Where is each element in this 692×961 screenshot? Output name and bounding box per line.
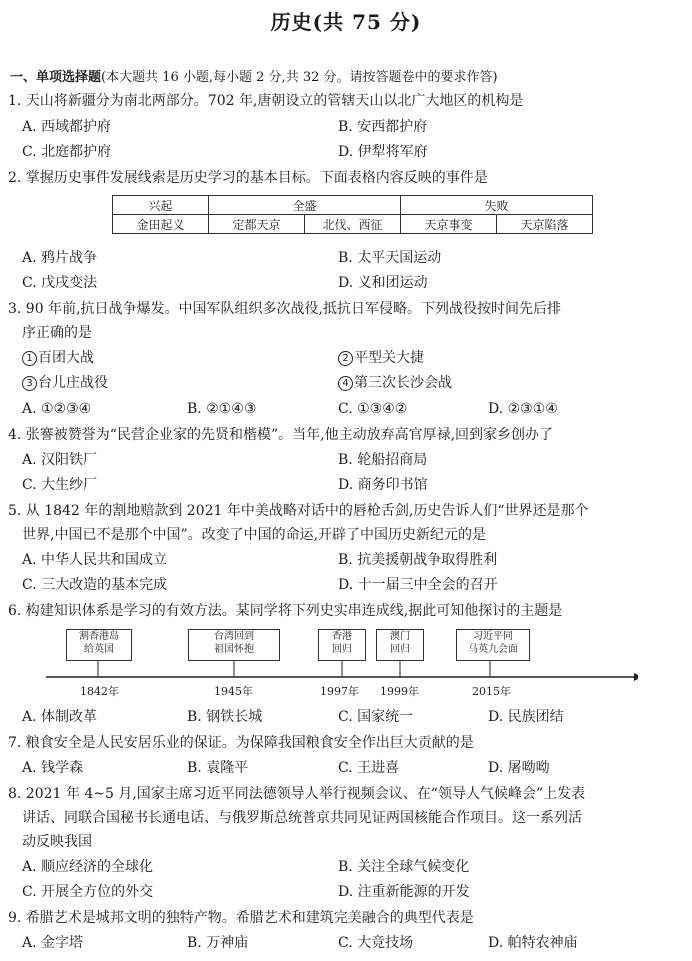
question-7-stem: 7. 粮食安全是人民安居乐业的保证。为保障我国粮食安全作出巨大贡献的是 bbox=[8, 735, 474, 751]
q8-option-b: B. 关注全球气候变化 bbox=[338, 859, 470, 875]
q3-item-3: 3 台儿庄战役 bbox=[22, 374, 108, 392]
question-8-stem: 8. 2021 年 4~5 月,国家主席习近平同法德领导人举行视频会议、在“领导人气候峰会”上发表 bbox=[8, 786, 586, 802]
timeline-year: 1999年 bbox=[380, 685, 419, 698]
q1-option-d: D. 伊犁将军府 bbox=[338, 144, 428, 160]
q2-option-c: C. 戊戌变法 bbox=[22, 275, 98, 291]
q3-option-a: A. ①②③④ bbox=[22, 401, 92, 417]
question-2-stem: 2. 掌握历史事件发展线索是历史学习的基本目标。下面表格内容反映的事件是 bbox=[8, 170, 488, 186]
q4-option-b: B. 轮船招商局 bbox=[338, 452, 428, 468]
q8-option-c: C. 开展全方位的外交 bbox=[22, 884, 154, 900]
q5-option-c: C. 三大改造的基本完成 bbox=[22, 577, 168, 593]
q3-item-4: 4 第三次长沙会战 bbox=[338, 374, 452, 392]
q6-option-d: D. 民族团结 bbox=[488, 709, 564, 725]
section-header bbox=[10, 66, 498, 85]
q7-option-c: C. 王进喜 bbox=[338, 760, 400, 776]
q2-table-header-peak: 全盛 bbox=[209, 196, 401, 215]
question-9-stem: 9. 希腊艺术是城邦文明的独特产物。希腊艺术和建筑完美融合的典型代表是 bbox=[8, 910, 474, 926]
q1-option-c: C. 北庭都护府 bbox=[22, 144, 112, 160]
q2-option-b: B. 太平天国运动 bbox=[338, 250, 442, 266]
q4-option-a: A. 汉阳铁厂 bbox=[22, 452, 98, 468]
timeline-event-box: 台湾回到 祖国怀抱 bbox=[188, 629, 280, 661]
timeline-event-box: 习近平同 马英九会面 bbox=[456, 629, 530, 661]
q3-option-d: D. ②③①④ bbox=[488, 401, 558, 417]
question-8-stem-cont: 动反映我国 bbox=[22, 834, 92, 850]
q6-option-c: C. 国家统一 bbox=[338, 709, 414, 725]
question-3-stem-cont: 序正确的是 bbox=[22, 325, 92, 341]
question-8-stem-cont: 讲话、同联合国秘书长通电话、与俄罗斯总统普京共同见证两国核能合作项目。这一系列活 bbox=[22, 810, 582, 826]
q5-option-d: D. 十一届三中全会的召开 bbox=[338, 577, 498, 593]
question-4-stem: 4. 张謇被赞誉为“民营企业家的先贤和楷模”。当年,他主动放弃高官厚禄,回到家乡创办了 bbox=[8, 427, 554, 443]
q4-option-c: C. 大生纱厂 bbox=[22, 477, 98, 493]
q1-option-b: B. 安西都护府 bbox=[338, 119, 428, 135]
q8-option-d: D. 注重新能源的开发 bbox=[338, 884, 470, 900]
q3-item-2: 2 平型关大捷 bbox=[338, 349, 424, 367]
q5-option-b: B. 抗美援朝战争取得胜利 bbox=[338, 552, 498, 568]
q2-table-cell: 北伐、西征 bbox=[305, 215, 401, 234]
timeline-year: 1842年 bbox=[80, 685, 119, 698]
q9-option-b: B. 万神庙 bbox=[187, 935, 249, 951]
q9-option-d: D. 帕特农神庙 bbox=[488, 935, 578, 951]
timeline-year: 1945年 bbox=[214, 685, 253, 698]
timeline-event-box: 割香港岛 给英国 bbox=[66, 629, 132, 661]
q9-option-c: C. 大竞技场 bbox=[338, 935, 414, 951]
question-3-stem: 3. 90 年前,抗日战争爆发。中国军队组织多次战役,抵抗日军侵略。下列战役按时间先后排 bbox=[8, 301, 561, 317]
timeline-event-box: 澳门 回归 bbox=[376, 629, 424, 661]
question-5-stem-cont: 世界,中国已不是那个中国”。改变了中国的命运,开辟了中国历史新纪元的是 bbox=[22, 527, 487, 543]
q2-option-a: A. 鸦片战争 bbox=[22, 250, 98, 266]
q3-option-b: B. ②①④③ bbox=[187, 401, 257, 417]
q6-timeline bbox=[38, 625, 638, 700]
q3-item-1: 1 百团大战 bbox=[22, 349, 94, 367]
q1-option-a: A. 西域都护府 bbox=[22, 119, 112, 135]
q6-option-b: B. 钢铁长城 bbox=[187, 709, 263, 725]
q5-option-a: A. 中华人民共和国成立 bbox=[22, 552, 168, 568]
q7-option-d: D. 屠呦呦 bbox=[488, 760, 550, 776]
page-title: 历史(共 75 分) bbox=[270, 10, 422, 34]
q2-table-cell: 天京事变 bbox=[401, 215, 497, 234]
q4-option-d: D. 商务印书馆 bbox=[338, 477, 428, 493]
q7-option-b: B. 袁隆平 bbox=[187, 760, 249, 776]
q2-table-header-fall: 失败 bbox=[401, 196, 593, 215]
section-note: (本大题共 16 小题,每小题 2 分,共 32 分。请按答题卷中的要求作答) bbox=[101, 70, 498, 85]
timeline-year: 2015年 bbox=[472, 685, 511, 698]
q2-table-cell: 金田起义 bbox=[113, 215, 209, 234]
timeline-year: 1997年 bbox=[320, 685, 359, 698]
q9-option-a: A. 金字塔 bbox=[22, 935, 84, 951]
q2-option-d: D. 义和团运动 bbox=[338, 275, 428, 291]
q2-table-cell: 天京陷落 bbox=[497, 215, 593, 234]
question-6-stem: 6. 构建知识体系是学习的有效方法。某同学将下列史实串连成线,据此可知他探讨的主题是 bbox=[8, 603, 563, 619]
q7-option-a: A. 钱学森 bbox=[22, 760, 84, 776]
q3-option-c: C. ①③④② bbox=[338, 401, 408, 417]
question-5-stem: 5. 从 1842 年的割地赔款到 2021 年中美战略对话中的唇枪舌剑,历史告诉人们“世界还是那个 bbox=[8, 503, 589, 519]
section-heading: 一、单项选择题 bbox=[10, 70, 102, 85]
timeline-event-box: 香港 回归 bbox=[318, 629, 366, 661]
q8-option-a: A. 顺应经济的全球化 bbox=[22, 859, 154, 875]
q2-table-cell: 定都天京 bbox=[209, 215, 305, 234]
q2-table-header-rise: 兴起 bbox=[113, 196, 209, 215]
q2-table bbox=[112, 195, 593, 234]
q6-option-a: A. 体制改革 bbox=[22, 709, 98, 725]
question-1-stem: 1. 天山将新疆分为南北两部分。702 年,唐朝设立的管辖天山以北广大地区的机构是 bbox=[8, 93, 524, 109]
